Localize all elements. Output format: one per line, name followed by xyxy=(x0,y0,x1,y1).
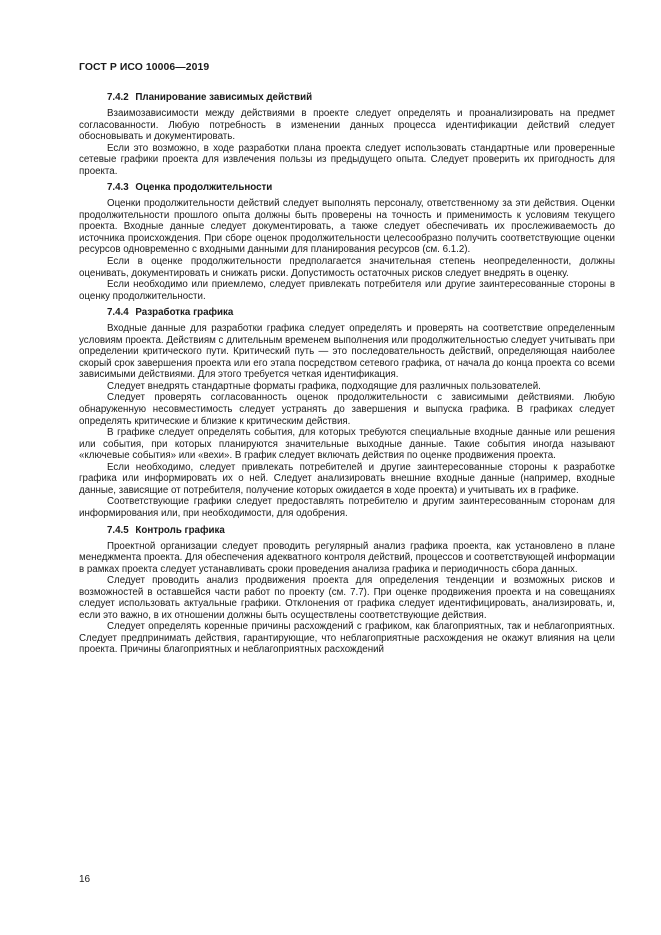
paragraph: Если в оценке продолжительности предполагается значительная степень неопределенности, должны оценивать, документировать и снижать риски. Допустимость остаточных рисков следует внедрять в оценку. xyxy=(79,256,615,279)
paragraph: Если это возможно, в ходе разработки плана проекта следует использовать стандартные или проверенные сетевые графики проекта для извлечения пользы из предыдущего опыта. Следует проверить их пригодность для проекта. xyxy=(79,142,615,177)
paragraph: Входные данные для разработки графика следует определять и проверять на соответствие определенным условиям проекта. Действиям с длительным временем выполнения или продолжительностью следует учитывать при определении критического пути. Критический путь — это последовательность действий, определяющая наиболее скорый срок завершения проекта или его этапа посредством сетевого графика, от начала до конца проекта со всеми зависимыми действиями. Для этого требуется четкая идентификация. xyxy=(79,323,615,381)
section-7-4-2 xyxy=(79,92,615,177)
section-number: 7.4.2 xyxy=(107,92,129,103)
section-heading xyxy=(79,525,615,537)
document-body xyxy=(79,92,615,661)
section-title: Контроль графика xyxy=(135,524,225,536)
section-heading xyxy=(79,92,615,104)
paragraph: Проектной организации следует проводить регулярный анализ графика проекта, как установлено в плане менеджмента проекта. Для обеспечения адекватного контроля действий, процессов и соответствующей информации в рамках проекта следует устанавливать сроки проведения анализа графика и периодичность сбора данных. xyxy=(79,540,615,575)
section-7-4-3 xyxy=(79,182,615,302)
paragraph: Если необходимо или приемлемо, следует привлекать потребителя или другие заинтересованные стороны в оценку продолжительности. xyxy=(79,279,615,302)
paragraph: Оценки продолжительности действий следует выполнять персоналу, ответственному за эти действия. Оценки продолжительности прошлого опыта должны быть проверены на точность и применимость к условиям текущего проекта. Входные данные следует документировать, а также следует обеспечивать их прослеживаемость до источника происхождения. При сборе оценок продолжительности целесообразно получить соответствующие оценки ресурсов одновременно с входными данными для планирования ресурсов (см. 6.1.2). xyxy=(79,198,615,256)
paragraph: Следует внедрять стандартные форматы графика, подходящие для различных пользователей. xyxy=(107,380,541,392)
paragraph: Следует проверять согласованность оценок продолжительности с зависимыми действиями. Любую обнаруженную несовместимость следует устранять до завершения и выпуска графика. В графиках следует определять критические и близкие к критическим действия. xyxy=(79,392,615,427)
paragraph: Следует определять коренные причины расхождений с графиком, как благоприятных, так и неблагоприятных. Следует предпринимать действия, гарантирующие, что неблагоприятные расхождения не окажут влияния на цели проекта. Причины благоприятных и неблагоприятных расхождений xyxy=(79,621,615,656)
section-number: 7.4.3 xyxy=(107,182,129,194)
section-heading xyxy=(79,307,615,319)
section-title: Планирование зависимых действий xyxy=(135,92,313,103)
section-7-4-4 xyxy=(79,307,615,519)
section-title: Оценка продолжительности xyxy=(135,182,273,194)
paragraph: В графике следует определять события, для которых требуются специальные входные данные или решения или события, при которых планируются значительные выходные данные. Такие события иногда называют «ключевые события» или «вехи». В график следует включать действия по оценке продвижения проекта. xyxy=(79,427,615,462)
paragraph: Следует проводить анализ продвижения проекта для определения тенденции и возможных рисков и возможностей в оставшейся части работ по проекту (см. 7.7). При оценке продвижения проекта и на совещаниях следует использовать актуальные графики. Отклонения от графика следует идентифицировать, анализировать, и, если это важно, в их отношении должны быть осуществлены соответствующие действия. xyxy=(79,575,615,621)
paragraph: Если необходимо, следует привлекать потребителей и другие заинтересованные стороны к разработке графика или информировать их о ней. Следует анализировать внешние входные данные (например, входные данные, зависящие от потребителя, получение которых ожидается в ходе проекта) и учитывать их в графике. xyxy=(79,461,615,496)
document-header: ГОСТ Р ИСО 10006—2019 xyxy=(79,62,210,73)
paragraph: Соответствующие графики следует предоставлять потребителю и другим заинтересованным сторонам для информирования или, при необходимости, для одобрения. xyxy=(79,496,615,519)
section-heading xyxy=(79,182,615,194)
section-title: Разработка графика xyxy=(135,307,234,319)
section-7-4-5 xyxy=(79,525,615,656)
paragraph: Взаимозависимости между действиями в проекте следует определять и проанализировать на предмет согласованности. Любую потребность в изменении данных процесса идентификации действий следует обосновывать и документировать. xyxy=(79,108,615,143)
section-number: 7.4.4 xyxy=(107,307,129,319)
section-number: 7.4.5 xyxy=(107,524,129,536)
page-number: 16 xyxy=(79,874,91,885)
